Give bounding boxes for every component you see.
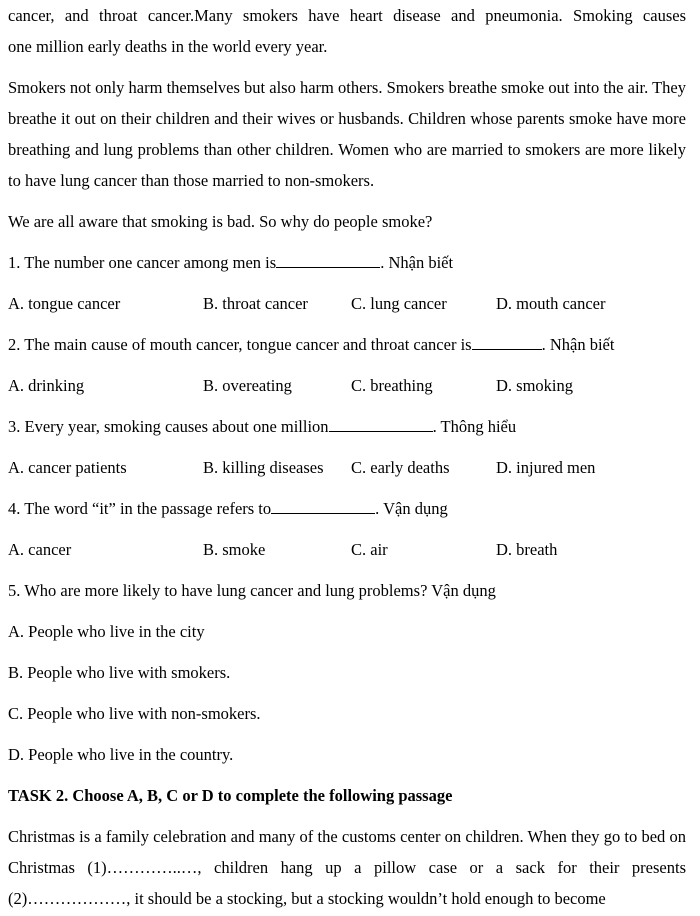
- passage-paragraph-2: Smokers not only harm themselves but also harm others. Smokers breathe smoke out into the air. They breathe it out on their children and their wives or husbands. Children whose parents smoke have more breathing and lung problems than other children. Women who are married to smokers are more likely to have lung cancer than those married to non-smokers.: [8, 78, 686, 190]
- question-4-stem: [8, 493, 686, 524]
- answer-blank[interactable]: [329, 417, 433, 432]
- option-c[interactable]: C. early deaths: [351, 458, 450, 477]
- option-c[interactable]: C. breathing: [351, 376, 433, 395]
- question-level: . Nhận biết: [380, 253, 454, 272]
- q5-option-c[interactable]: C. People who live with non-smokers.: [8, 704, 261, 723]
- option-d[interactable]: D. mouth cancer: [496, 294, 606, 313]
- passage-line-2: one million early deaths in the world every year.: [8, 37, 328, 56]
- task-2-heading: TASK 2. Choose A, B, C or D to complete the following passage: [8, 786, 453, 805]
- passage-line-1: cancer, and throat cancer.Many smokers have heart disease and pneumonia. Smoking causes: [8, 6, 686, 25]
- question-3-stem: [8, 411, 686, 442]
- question-2-stem: [8, 329, 686, 360]
- q5-option-a[interactable]: A. People who live in the city: [8, 622, 205, 641]
- option-c[interactable]: C. air: [351, 540, 388, 559]
- option-a[interactable]: A. tongue cancer: [8, 294, 121, 313]
- question-2-options: [8, 370, 686, 401]
- question-3-options: [8, 452, 686, 483]
- option-a[interactable]: A. drinking: [8, 376, 85, 395]
- question-4-options: [8, 534, 686, 565]
- q5-option-b[interactable]: B. People who live with smokers.: [8, 663, 231, 682]
- option-d[interactable]: D. breath: [496, 540, 558, 559]
- question-stem-text: 2. The main cause of mouth cancer, tongue cancer and throat cancer is: [8, 335, 472, 354]
- option-d[interactable]: D. injured men: [496, 458, 596, 477]
- option-b[interactable]: B. overeating: [203, 376, 292, 395]
- option-a[interactable]: A. cancer patients: [8, 458, 127, 477]
- document-page: [8, 0, 686, 914]
- question-level: . Nhận biết: [541, 335, 615, 354]
- question-5-stem: 5. Who are more likely to have lung cancer and lung problems? Vận dụng: [8, 581, 496, 600]
- answer-blank[interactable]: [472, 335, 542, 350]
- question-stem-text: 4. The word “it” in the passage refers to: [8, 499, 272, 518]
- answer-blank[interactable]: [271, 499, 375, 514]
- question-stem-text: 1. The number one cancer among men is: [8, 253, 277, 272]
- option-b[interactable]: B. smoke: [203, 540, 266, 559]
- task-2-passage: Christmas is a family celebration and many of the customs center on children. When they go to bed on Christmas (1)…………..…, children hang up a pillow case or a sack for their presents (2)………………, it should be a stocking, but a stocking wouldn’t hold enough to become: [8, 827, 686, 908]
- question-1-stem: [8, 247, 686, 278]
- answer-blank[interactable]: [276, 253, 380, 268]
- q5-option-d[interactable]: D. People who live in the country.: [8, 745, 234, 764]
- option-a[interactable]: A. cancer: [8, 540, 72, 559]
- question-stem-text: 3. Every year, smoking causes about one million: [8, 417, 329, 436]
- option-d[interactable]: D. smoking: [496, 376, 574, 395]
- question-level: . Vận dụng: [375, 499, 448, 518]
- question-1-options: [8, 288, 686, 319]
- option-b[interactable]: B. killing diseases: [203, 458, 324, 477]
- question-level: . Thông hiểu: [432, 417, 517, 436]
- passage-paragraph-3: We are all aware that smoking is bad. So why do people smoke?: [8, 212, 433, 231]
- option-c[interactable]: C. lung cancer: [351, 294, 447, 313]
- option-b[interactable]: B. throat cancer: [203, 294, 308, 313]
